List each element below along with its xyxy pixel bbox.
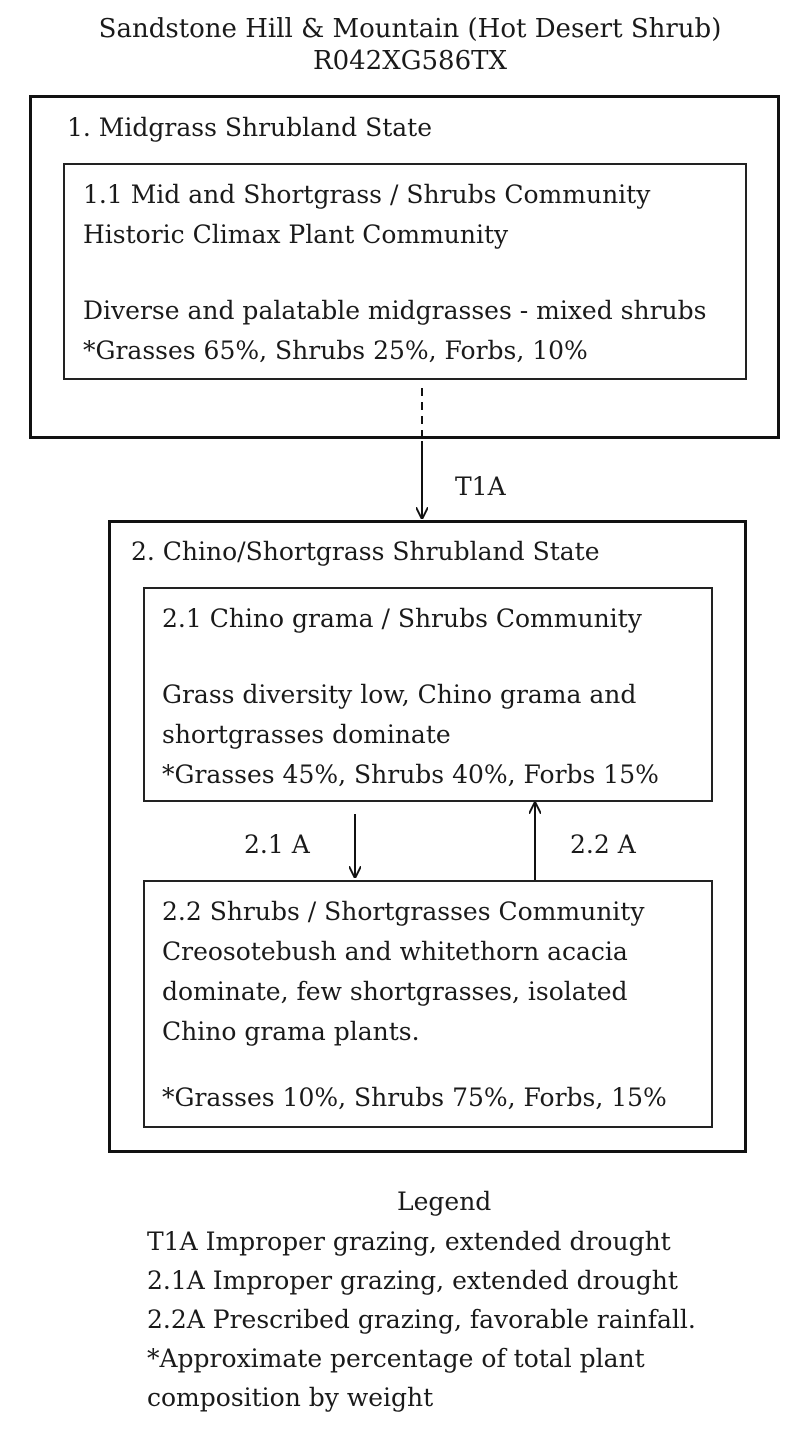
state-1-label: 1. Midgrass Shrubland State: [67, 113, 433, 142]
community-2-2-title: 2.2 Shrubs / Shortgrasses Community: [162, 897, 645, 926]
community-2-1-description-line-2: shortgrasses dominate: [162, 720, 451, 749]
community-2-1-title: 2.1 Chino grama / Shrubs Community: [162, 604, 642, 633]
legend-item-t1a: T1A Improper grazing, extended drought: [147, 1227, 671, 1256]
community-2-2-composition: *Grasses 10%, Shrubs 75%, Forbs, 15%: [162, 1083, 667, 1112]
community-2-2-description-line-2: dominate, few shortgrasses, isolated: [162, 977, 628, 1006]
community-2-2-description-line-1: Creosotebush and whitethorn acacia: [162, 937, 628, 966]
legend-title: Legend: [397, 1187, 492, 1216]
transition-t1a-label: T1A: [455, 472, 506, 501]
community-2-1-composition: *Grasses 45%, Shrubs 40%, Forbs 15%: [162, 760, 659, 789]
legend-item-note-line-1: *Approximate percentage of total plant: [147, 1344, 645, 1373]
transition-2-2a-label: 2.2 A: [570, 830, 636, 859]
legend-item-2-1a: 2.1A Improper grazing, extended drought: [147, 1266, 678, 1295]
legend-item-2-2a: 2.2A Prescribed grazing, favorable rainfall.: [147, 1305, 696, 1334]
diagram-title: Sandstone Hill & Mountain (Hot Desert Shrub): [98, 14, 722, 44]
community-1-1-title: 1.1 Mid and Shortgrass / Shrubs Community: [83, 180, 651, 209]
community-1-1-composition: *Grasses 65%, Shrubs 25%, Forbs, 10%: [83, 336, 588, 365]
transition-2-1a-label: 2.1 A: [244, 830, 310, 859]
state-2-label: 2. Chino/Shortgrass Shrubland State: [131, 537, 600, 566]
site-id: R042XG586TX: [313, 46, 507, 76]
community-2-1-description-line-1: Grass diversity low, Chino grama and: [162, 680, 637, 709]
community-1-1-description: Diverse and palatable midgrasses - mixed shrubs: [83, 296, 707, 325]
legend-item-note-line-2: composition by weight: [147, 1383, 434, 1412]
community-1-1-subtitle: Historic Climax Plant Community: [83, 220, 509, 249]
community-2-2-description-line-3: Chino grama plants.: [162, 1017, 420, 1046]
